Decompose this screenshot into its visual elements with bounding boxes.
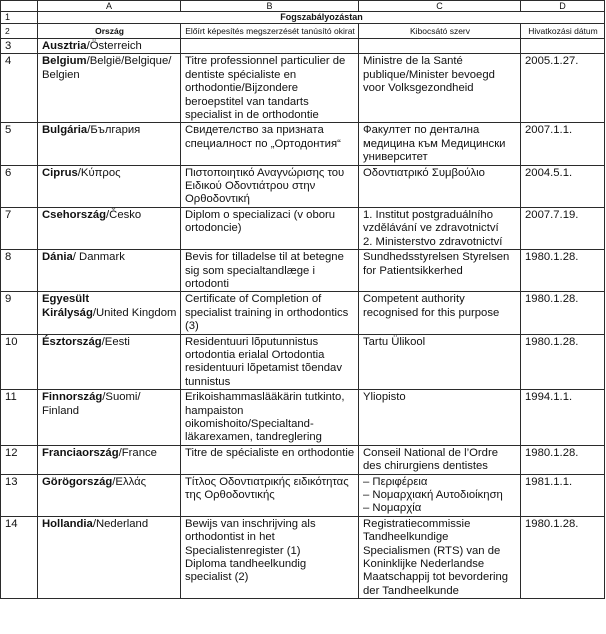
country-name-hu: Ciprus [42,166,78,179]
country-name-hu: Finnország [42,391,103,404]
cell-datum[interactable]: 1980.1.28. [521,445,605,474]
country-name-native: /United Kingdom [92,306,177,319]
row-number[interactable]: 11 [1,390,38,446]
table-row [1,445,605,474]
column-header-b[interactable]: B [181,1,359,12]
cell-orszag[interactable] [38,250,181,292]
table-row [1,250,605,292]
country-name-hu: Dánia [42,251,73,264]
cell-szerv[interactable]: – Περιφέρεια – Νομαρχιακή Αυτοδιοίκηση – Νομαρχία [359,474,521,516]
country-name-native: /Κύπρος [77,166,121,179]
cell-datum[interactable]: 1994.1.1. [521,390,605,446]
table-row [1,123,605,165]
cell-okirat[interactable]: Erikoishammaslääkärin tutkinto, hampaiston oikomishoito/Specialtand-läkarexamen, tandreglering [181,390,359,446]
cell-datum[interactable]: 2007.1.1. [521,123,605,165]
country-name-native: /Ελλάς [112,475,147,488]
row-number[interactable]: 4 [1,54,38,123]
row-number[interactable]: 14 [1,516,38,598]
table-row [1,39,605,54]
cell-okirat[interactable]: Bevis for tilladelse til at betegne sig som specialtandlæge i ortodonti [181,250,359,292]
cell-szerv[interactable]: Registratiecommissie Tandheelkundige Specialismen (RTS) van de Koninklijke Nederlandse Maatschappij tot bevordering der Tandheelkunde [359,516,521,598]
cell-datum[interactable]: 1980.1.28. [521,292,605,334]
column-header-c[interactable]: C [359,1,521,12]
header-szerv[interactable]: Kibocsátó szerv [359,24,521,39]
cell-szerv[interactable]: Tartu Ülikool [359,334,521,390]
row-number[interactable]: 7 [1,207,38,249]
cell-datum[interactable]: 2005.1.27. [521,54,605,123]
cell-okirat[interactable]: Residentuuri lõputunnistus ortodontia erialal Ortodontia residentuuri lõpetamist tõendav tunnistus [181,334,359,390]
cell-szerv[interactable]: Οδοντιατρικό Συμβούλιο [359,165,521,207]
country-name-native: /France [118,446,157,459]
cell-datum[interactable]: 1980.1.28. [521,516,605,598]
column-header-a[interactable]: A [38,1,181,12]
cell-okirat[interactable]: Πιστοποιητικό Αναγνώρισης του Ειδικού Οδοντιάτρου στην Ορθοδοντική [181,165,359,207]
cell-szerv[interactable] [359,39,521,54]
cell-orszag[interactable] [38,39,181,54]
title-row [1,12,605,24]
country-name-hu: Észtország [42,335,102,348]
cell-datum[interactable] [521,39,605,54]
cell-orszag[interactable] [38,123,181,165]
country-name-native: /Österreich [86,40,142,52]
cell-orszag[interactable] [38,54,181,123]
country-name-hu: Bulgária [42,124,88,137]
cell-szerv[interactable]: Competent authority recognised for this purpose [359,292,521,334]
cell-orszag[interactable] [38,207,181,249]
header-okirat[interactable]: Előírt képesítés megszerzését tanúsító okirat [181,24,359,39]
cell-szerv[interactable]: Conseil National de l’Ordre des chirurgiens dentistes [359,445,521,474]
cell-orszag[interactable] [38,445,181,474]
country-name-native: /Nederland [92,517,149,530]
country-name-native: /Suomi/ Finland [42,391,141,417]
table-row [1,54,605,123]
row-number[interactable]: 2 [1,24,38,39]
cell-okirat[interactable]: Certificate of Completion of specialist training in orthodontics (3) [181,292,359,334]
table-row [1,516,605,598]
country-name-hu: Franciaország [42,446,119,459]
cell-okirat[interactable] [181,39,359,54]
cell-orszag[interactable] [38,474,181,516]
row-number[interactable]: 13 [1,474,38,516]
cell-orszag[interactable] [38,292,181,334]
table-row [1,390,605,446]
cell-okirat[interactable]: Titre de spécialiste en orthodontie [181,445,359,474]
country-name-native: /България [87,124,141,137]
cell-okirat[interactable]: Titre professionnel particulier de dentiste spécialiste en orthodontie/Bijzondere beroepstitel van tandarts specialist in de orthodontie [181,54,359,123]
cell-szerv[interactable]: Yliopisto [359,390,521,446]
table-row [1,334,605,390]
header-orszag[interactable]: Ország [38,24,181,39]
cell-orszag[interactable] [38,516,181,598]
cell-datum[interactable]: 2007.7.19. [521,207,605,249]
column-header-d[interactable]: D [521,1,605,12]
cell-szerv[interactable]: 1. Institut postgraduálního vzdělávání ve zdravotnictví 2. Ministerstvo zdravotnictví [359,207,521,249]
country-name-hu: Hollandia [42,517,93,530]
row-number[interactable]: 10 [1,334,38,390]
cell-datum[interactable]: 2004.5.1. [521,165,605,207]
country-name-hu: Egyesült Királyság [42,293,93,319]
country-name-hu: Csehország [42,208,107,221]
row-number[interactable]: 3 [1,39,38,54]
country-name-native: /Česko [106,208,142,221]
country-name-hu: Ausztria [42,40,87,52]
row-number[interactable]: 5 [1,123,38,165]
table-row [1,207,605,249]
cell-orszag[interactable] [38,334,181,390]
table-row [1,292,605,334]
table-title[interactable]: Fogszabályozástan [38,12,605,24]
country-name-native: / Danmark [72,251,125,264]
cell-datum[interactable]: 1980.1.28. [521,334,605,390]
cell-szerv[interactable]: Факултет по дентална медицина към Медицински университет [359,123,521,165]
cell-orszag[interactable] [38,390,181,446]
cell-okirat[interactable]: Τίτλος Οδοντιατρικής ειδικότητας της Ορθοδοντικής [181,474,359,516]
table-row [1,474,605,516]
row-number[interactable]: 9 [1,292,38,334]
corner-cell[interactable] [1,1,38,12]
country-name-native: /Eesti [101,335,130,348]
cell-datum[interactable]: 1980.1.28. [521,250,605,292]
row-number[interactable]: 12 [1,445,38,474]
cell-szerv[interactable]: Ministre de la Santé publique/Minister bevoegd voor Volksgezondheid [359,54,521,123]
cell-okirat[interactable]: Свидетелство за призната специалност по „Ортодонтия“ [181,123,359,165]
column-header-row [1,1,605,12]
cell-okirat[interactable]: Bewijs van inschrijving als orthodontist in het Specialistenregister (1) Diploma tandheelkundig specialist (2) [181,516,359,598]
table-row [1,165,605,207]
row-number[interactable]: 6 [1,165,38,207]
cell-okirat[interactable]: Diplom o specializaci (v oboru ortodoncie) [181,207,359,249]
country-name-native: /België/Belgique/ Belgien [42,55,172,81]
cell-szerv[interactable]: Sundhedsstyrelsen Styrelsen for Patientsikkerhed [359,250,521,292]
row-number[interactable]: 1 [1,12,38,24]
row-number[interactable]: 8 [1,250,38,292]
header-row [1,24,605,39]
cell-datum[interactable]: 1981.1.1. [521,474,605,516]
cell-orszag[interactable] [38,165,181,207]
header-datum[interactable]: Hivatkozási dátum [521,24,605,39]
country-name-hu: Görögország [42,475,113,488]
country-name-hu: Belgium [42,55,87,68]
